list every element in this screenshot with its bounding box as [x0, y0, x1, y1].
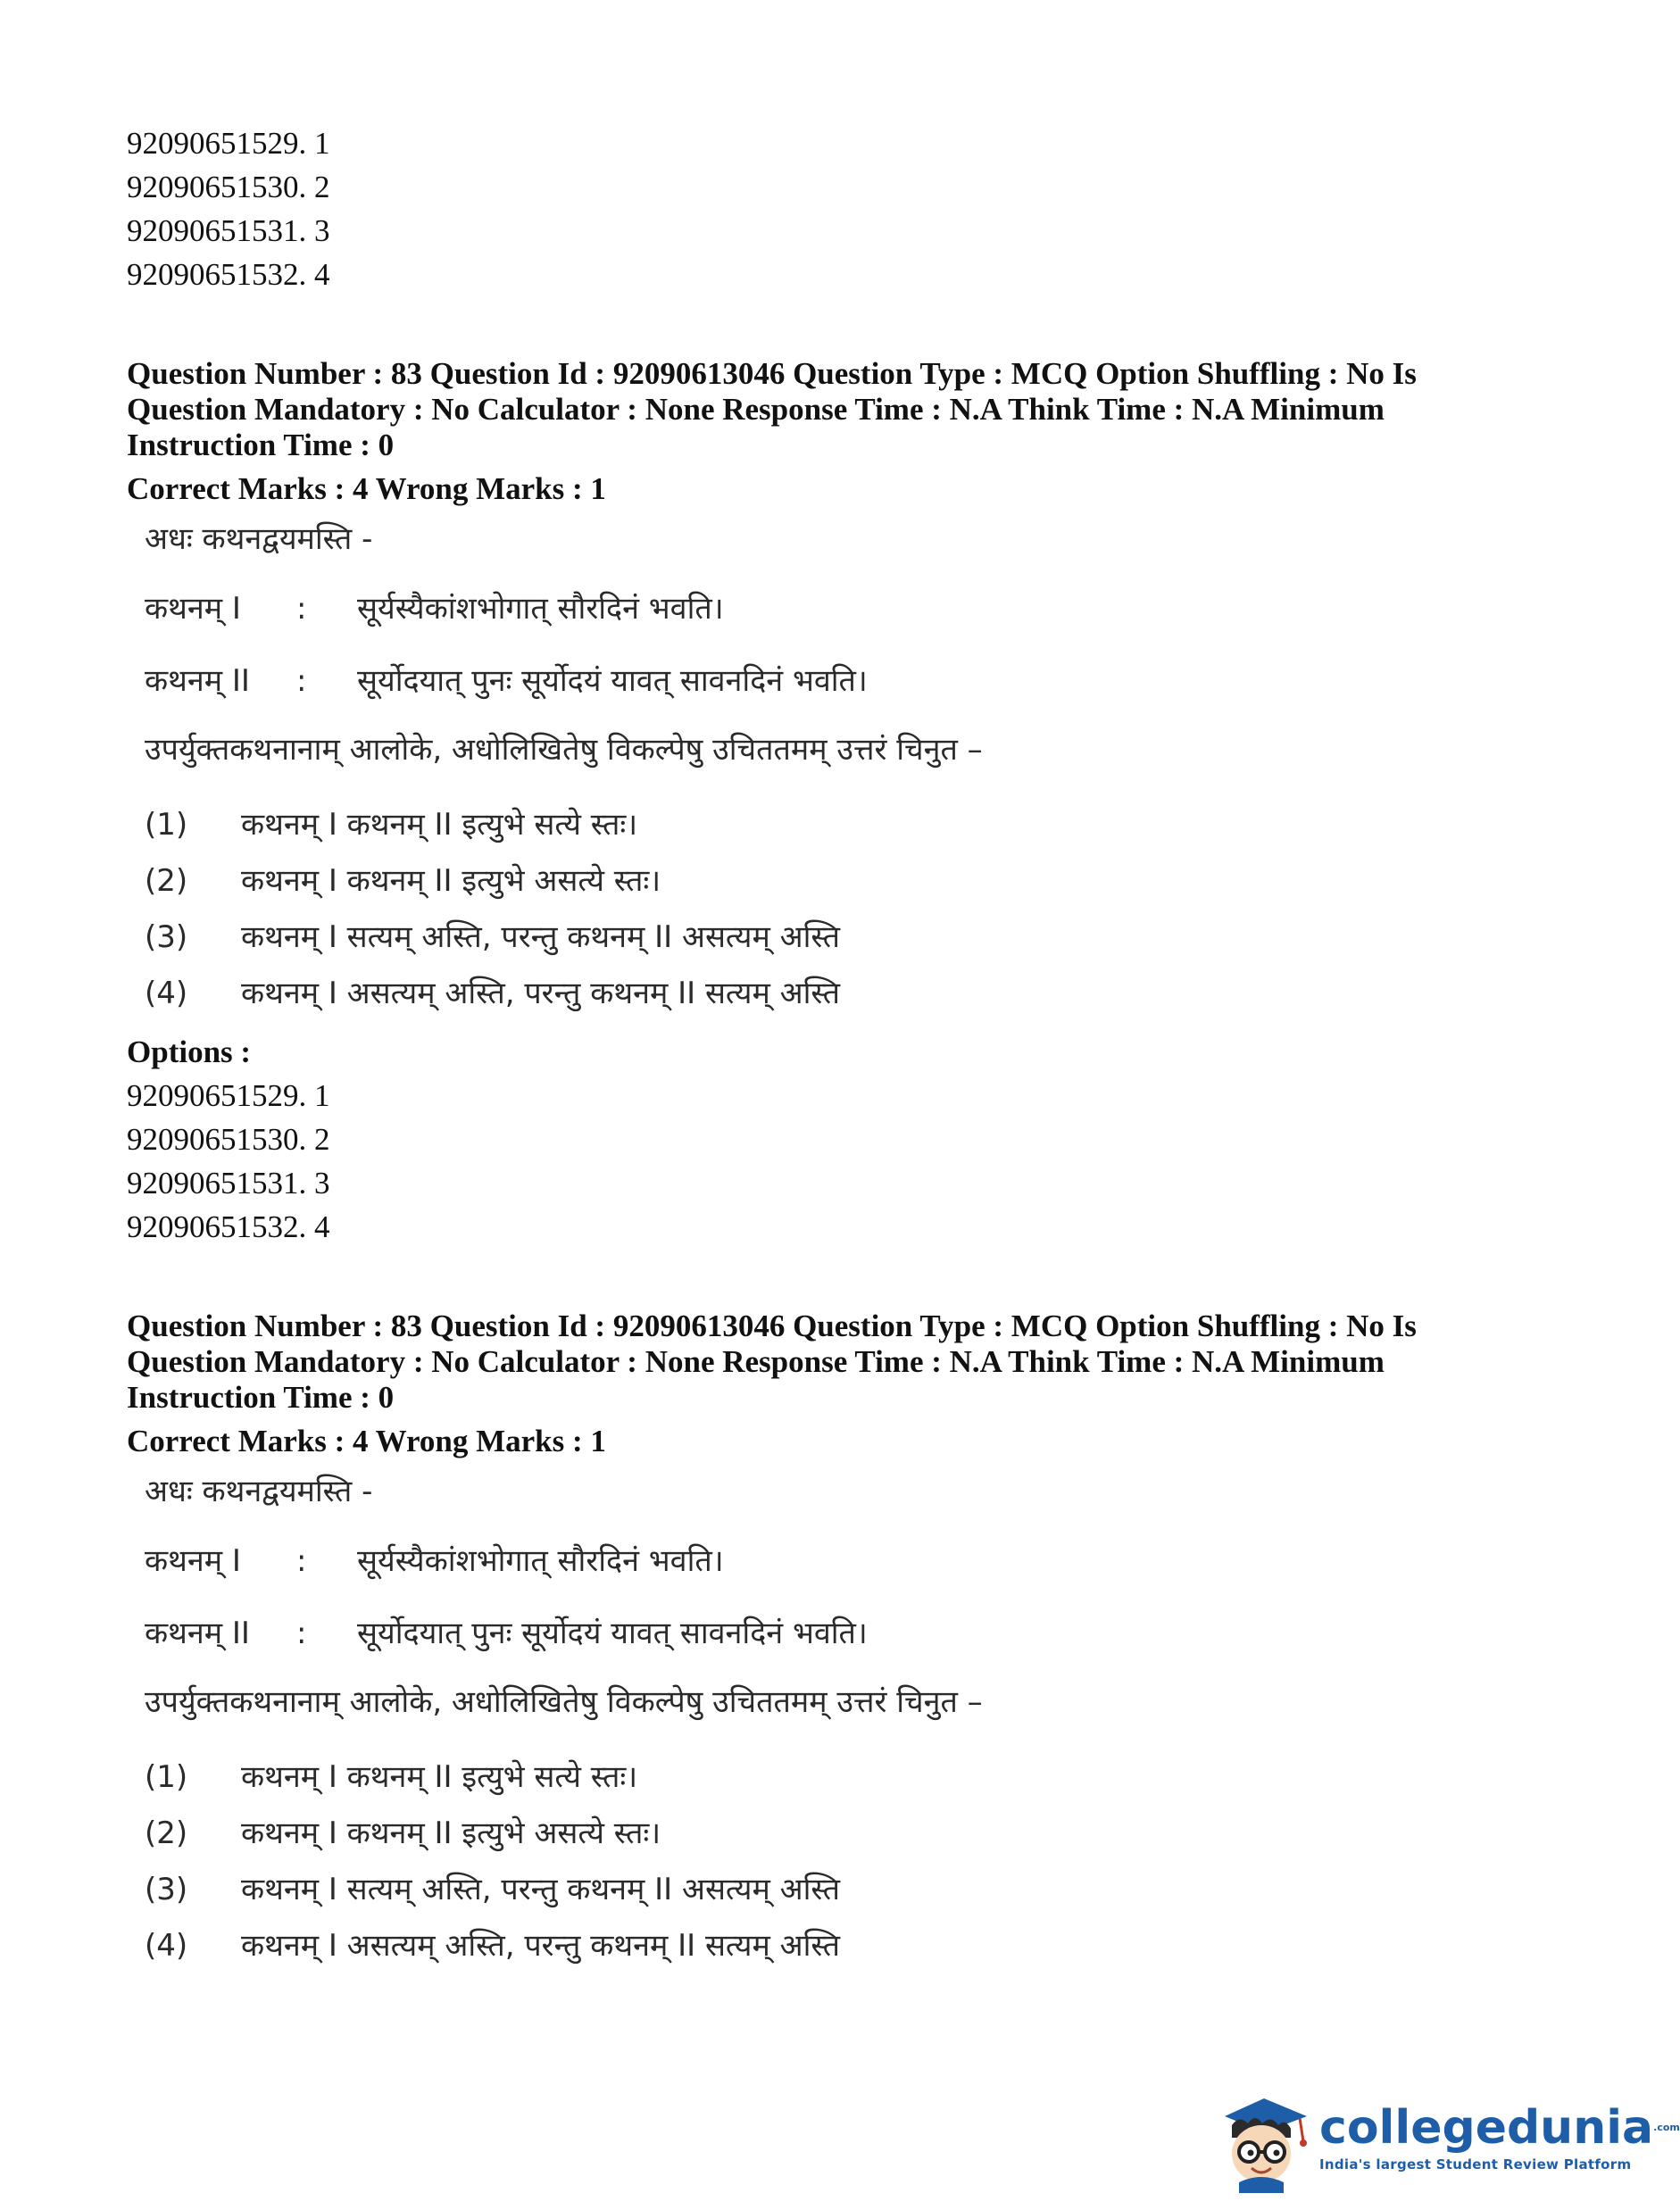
choice-row [145, 1926, 1519, 1965]
choice-row [145, 1870, 1519, 1909]
question-meta-line: Question Number : 83 Question Id : 92090613046 Question Type : MCQ Option Shuffling : No Is [127, 1309, 1417, 1343]
statement-text: सूर्योदयात् पुनः सूर्योदयं यावत् सावनदिनं भवति। [357, 663, 868, 699]
choice-number: (1) [145, 1759, 188, 1795]
choice-row [145, 861, 1519, 901]
question-body [145, 1472, 1519, 1965]
statement-label: कथनम् I [145, 591, 241, 627]
choice-text: कथनम् I कथनम् II इत्युभे सत्ये स्तः। [241, 1759, 638, 1795]
choice-number: (2) [145, 863, 188, 899]
question-block [127, 356, 1519, 1249]
statement-row [145, 661, 1519, 701]
statement-row [145, 1614, 1519, 1653]
statement-colon: : [296, 1543, 307, 1579]
question-meta-line: Question Mandatory : No Calculator : None Response Time : N.A Think Time : N.A Minimum [127, 392, 1385, 427]
question-meta [127, 1309, 1519, 1416]
choice-row [145, 974, 1519, 1013]
choice-number: (2) [145, 1815, 188, 1851]
option-line: 92090651532. 4 [127, 257, 330, 292]
choice-number: (1) [145, 807, 188, 843]
option-line: 92090651532. 4 [127, 1209, 330, 1244]
question-marks: Correct Marks : 4 Wrong Marks : 1 [127, 471, 606, 506]
question-meta [127, 356, 1519, 463]
choice-text: कथनम् I सत्यम् अस्ति, परन्तु कथनम् II असत्यम् अस्ति [241, 1872, 841, 1907]
choice-text: कथनम् I कथनम् II इत्युभे सत्ये स्तः। [241, 807, 638, 843]
choice-row [145, 1814, 1519, 1853]
options-label: Options : [127, 1034, 252, 1069]
document-page [127, 121, 1519, 1982]
choice-text: कथनम् I सत्यम् अस्ति, परन्तु कथनम् II असत्यम् अस्ति [241, 919, 841, 955]
choice-number: (3) [145, 919, 188, 955]
statement-label: कथनम् II [145, 1616, 250, 1651]
brand-text [1319, 2103, 1680, 2173]
brand-name: collegedunia$^{.com}$ [1319, 2101, 1680, 2155]
question-block [127, 1309, 1519, 1965]
question-body [145, 519, 1519, 1013]
statement-text: सूर्यस्यैकांशभोगात् सौरदिनं भवति। [357, 591, 724, 627]
question-intro: अधः कथनद्वयमस्ति - [145, 1474, 373, 1509]
question-intro: अधः कथनद्वयमस्ति - [145, 521, 373, 557]
choice-text: कथनम् I कथनम् II इत्युभे असत्ये स्तः। [241, 863, 661, 899]
statement-colon: : [296, 663, 307, 699]
statement-text: सूर्योदयात् पुनः सूर्योदयं यावत् सावनदिनं भवति। [357, 1616, 868, 1651]
previous-options-list [127, 121, 1519, 296]
choice-text: कथनम् I असत्यम् अस्ति, परन्तु कथनम् II सत्यम् अस्ति [241, 1928, 841, 1964]
question-meta-line: Question Number : 83 Question Id : 92090613046 Question Type : MCQ Option Shuffling : No Is [127, 356, 1417, 391]
choice-number: (4) [145, 1928, 188, 1964]
options-list [127, 1074, 1519, 1249]
choice-row [145, 1757, 1519, 1797]
option-line: 92090651529. 1 [127, 1078, 330, 1113]
statement-colon: : [296, 591, 307, 627]
question-meta-line: Question Mandatory : No Calculator : None Response Time : N.A Think Time : N.A Minimum [127, 1344, 1385, 1379]
option-line: 92090651531. 3 [127, 213, 330, 248]
statement-row [145, 589, 1519, 628]
choice-number: (3) [145, 1872, 188, 1907]
brand-domain: .com [1653, 2122, 1680, 2133]
question-prompt: उपर्युक्तकथनानाम् आलोके, अधोलिखितेषु विकल्पेषु उचिततमम् उत्तरं चिनुत – [145, 732, 983, 768]
choice-number: (4) [145, 976, 188, 1011]
question-meta-line: Instruction Time : 0 [127, 1380, 395, 1415]
option-line: 92090651530. 2 [127, 170, 330, 204]
option-line: 92090651530. 2 [127, 1122, 330, 1157]
choice-row [145, 805, 1519, 844]
statement-colon: : [296, 1616, 307, 1651]
question-meta-line: Instruction Time : 0 [127, 428, 395, 462]
choice-text: कथनम् I कथनम् II इत्युभे असत्ये स्तः। [241, 1815, 661, 1851]
collegedunia-logo[interactable] [1207, 2080, 1680, 2196]
option-line: 92090651529. 1 [127, 126, 330, 161]
brand-tagline: India's largest Student Review Platform [1319, 2156, 1632, 2173]
statement-label: कथनम् II [145, 663, 250, 699]
mascot-icon [1207, 2082, 1318, 2193]
statement-text: सूर्यस्यैकांशभोगात् सौरदिनं भवति। [357, 1543, 724, 1579]
statement-label: कथनम् I [145, 1543, 241, 1579]
option-line: 92090651531. 3 [127, 1166, 330, 1201]
question-marks: Correct Marks : 4 Wrong Marks : 1 [127, 1424, 606, 1458]
choice-row [145, 918, 1519, 957]
statement-row [145, 1541, 1519, 1581]
choice-text: कथनम् I असत्यम् अस्ति, परन्तु कथनम् II सत्यम् अस्ति [241, 976, 841, 1011]
question-prompt: उपर्युक्तकथनानाम् आलोके, अधोलिखितेषु विकल्पेषु उचिततमम् उत्तरं चिनुत – [145, 1684, 983, 1720]
